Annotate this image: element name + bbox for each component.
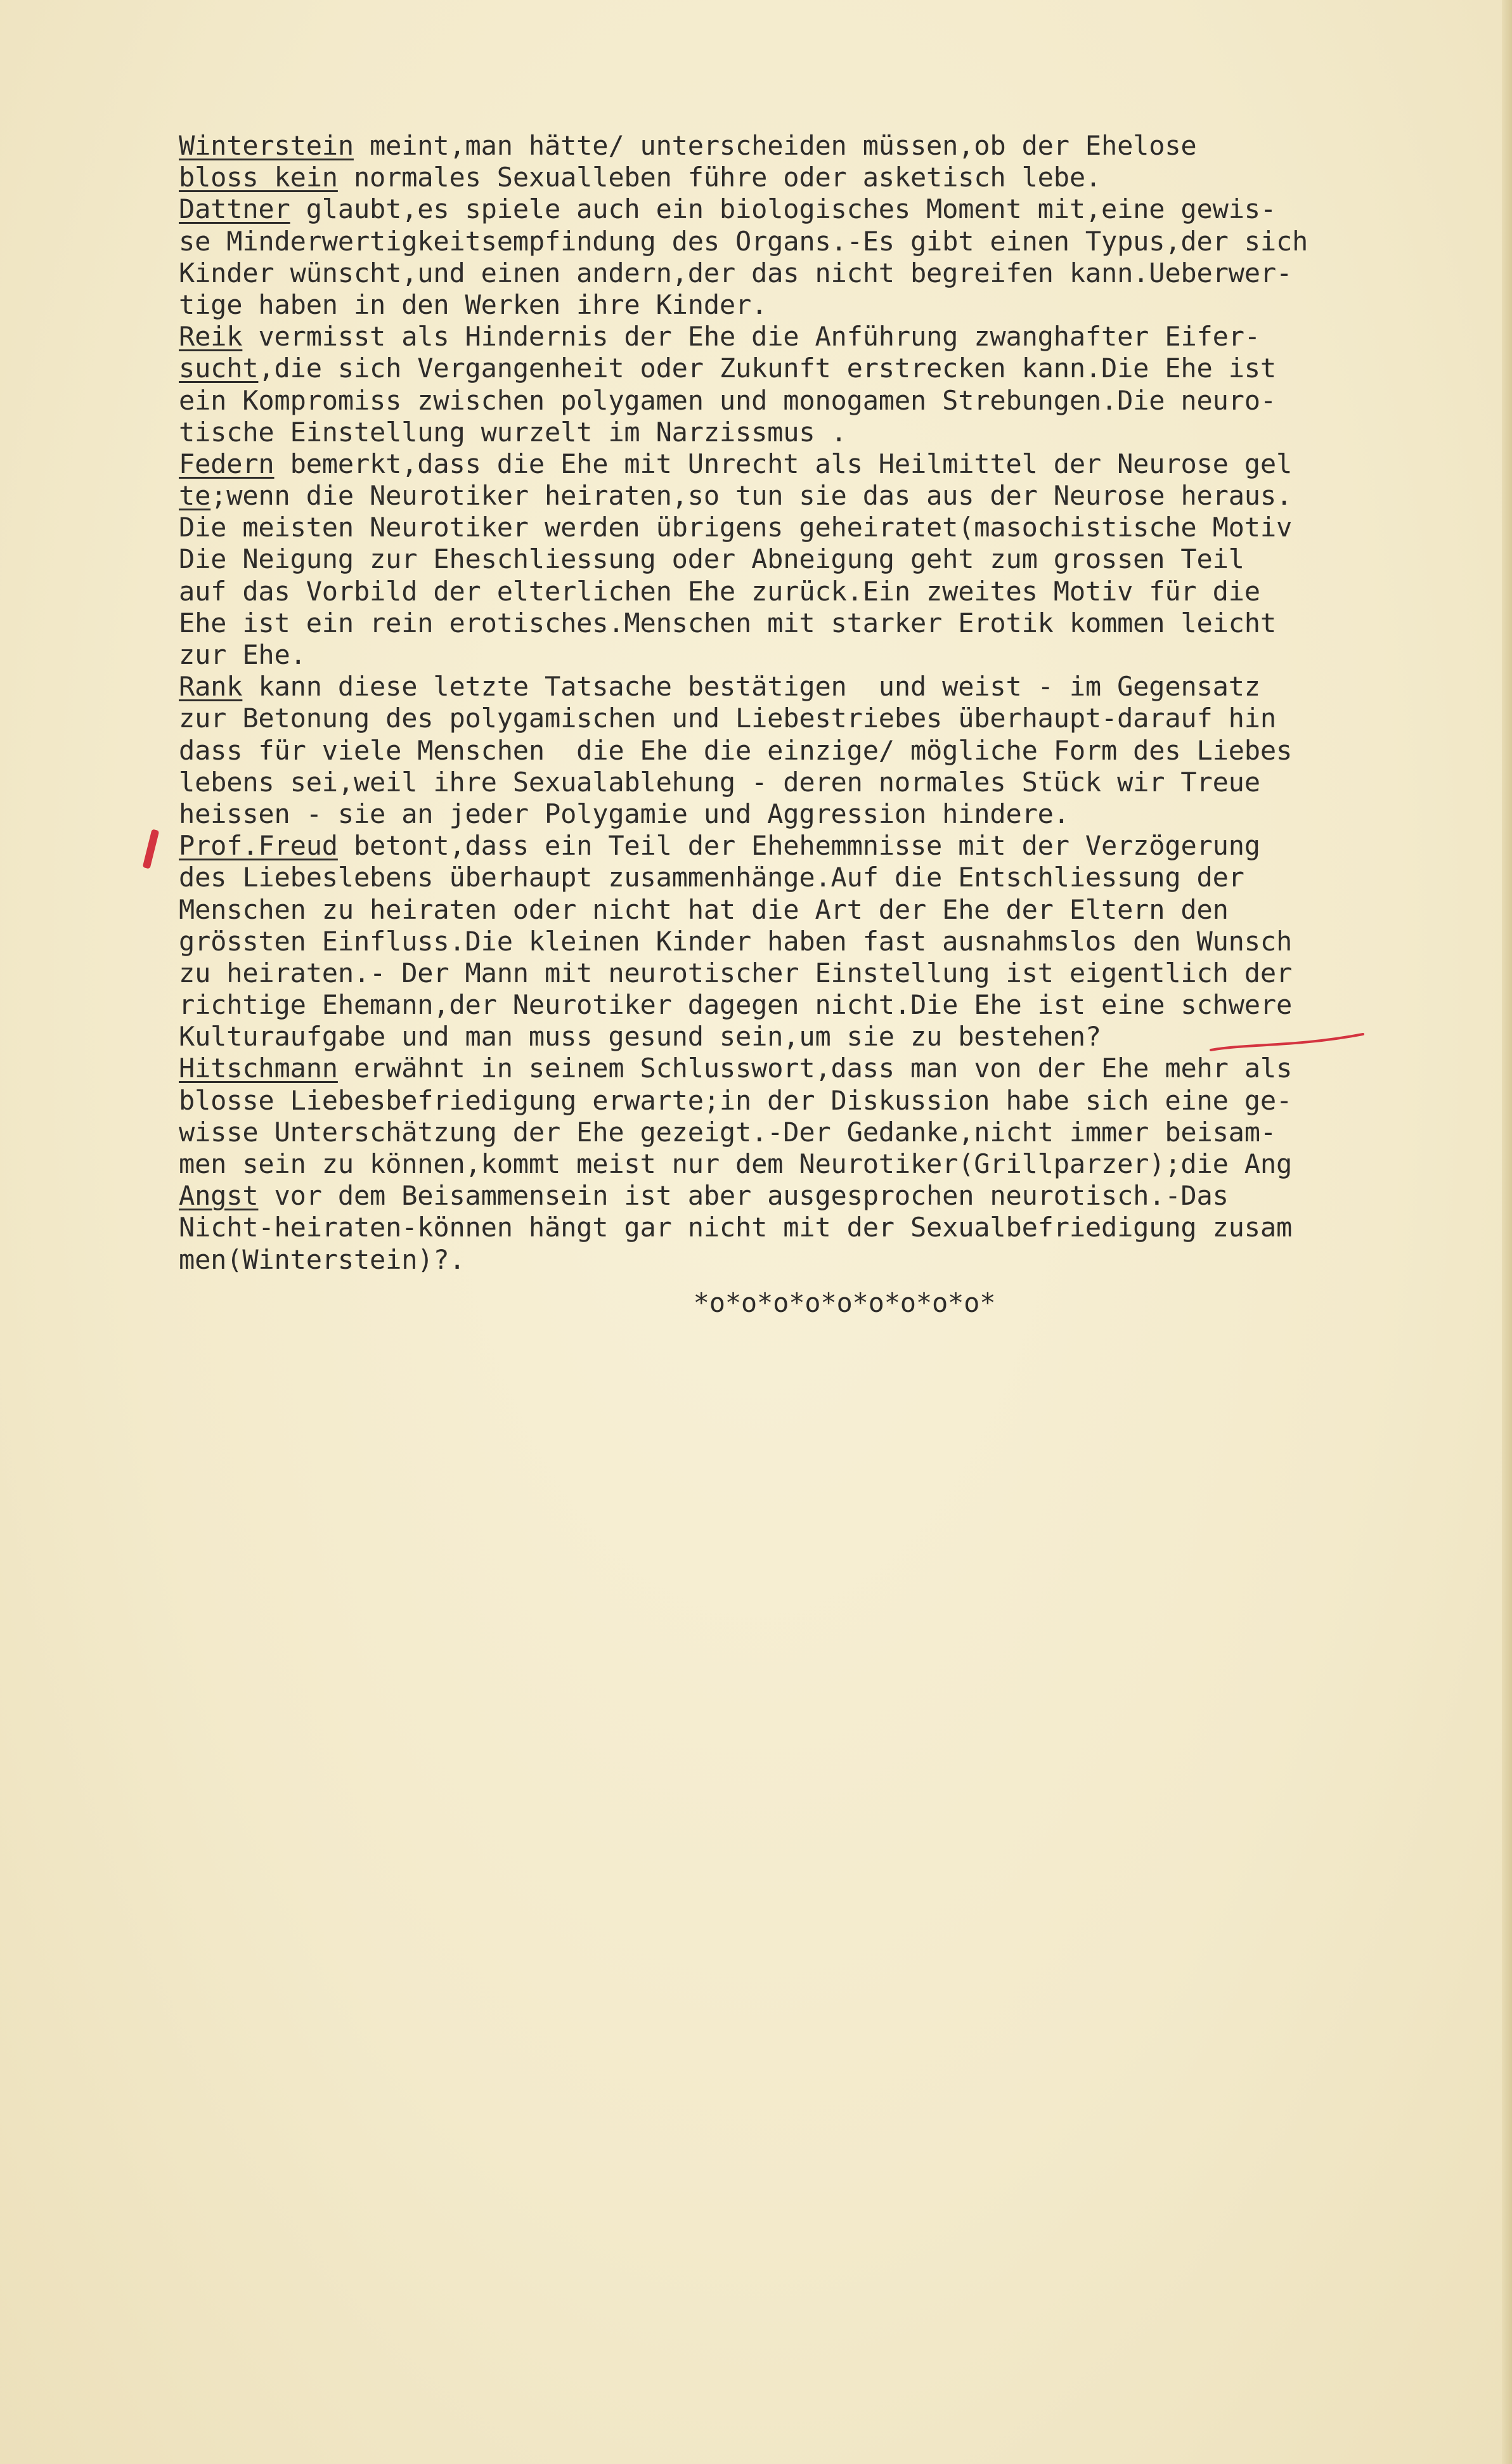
underlined-speaker-name: Rank (179, 671, 243, 703)
red-pencil-mark (143, 829, 160, 869)
line-text: Kulturaufgabe und man muss gesund sein,um sie zu bestehen? (179, 1021, 1101, 1053)
text-line (179, 289, 1510, 321)
line-text: betont,dass ein Teil der Ehehemmnisse mit der Verzögerung (337, 830, 1260, 862)
line-text: vermisst als Hindernis der Ehe die Anführung zwanghafter Eifer- (242, 321, 1260, 353)
underlined-speaker-name: Reik (179, 321, 243, 353)
line-text: erwähnt in seinem Schlusswort,dass man von der Ehe mehr als (337, 1053, 1293, 1084)
text-line (179, 130, 1510, 162)
line-text: Menschen zu heiraten oder nicht hat die Art der Ehe der Eltern den (179, 893, 1229, 925)
text-line (179, 1244, 1510, 1276)
line-text: dass für viele Menschen die Ehe die einzige/ mögliche Form des Liebes (179, 734, 1293, 766)
underlined-speaker-name: Dattner (179, 193, 290, 225)
underlined-speaker-name: bloss kein (179, 162, 338, 193)
text-line (179, 1148, 1510, 1180)
line-text: auf das Vorbild der elterlichen Ehe zurück.Ein zweites Motiv für die (179, 575, 1260, 607)
line-text: men(Winterstein)?. (179, 1243, 465, 1275)
text-line (179, 512, 1510, 543)
line-text: tische Einstellung wurzelt im Narzissmus . (179, 416, 847, 448)
text-line (179, 1180, 1510, 1212)
text-line (179, 1053, 1510, 1084)
text-line (179, 162, 1510, 193)
text-line (179, 480, 1510, 512)
line-text: ;wenn die Neurotiker heiraten,so tun sie das aus der Neurose heraus. (210, 480, 1293, 512)
text-line (179, 989, 1510, 1021)
text-line (179, 226, 1510, 257)
line-text: bemerkt,dass die Ehe mit Unrecht als Heilmittel der Neurose gel (274, 448, 1293, 479)
text-line (179, 798, 1510, 830)
text-line (179, 607, 1510, 639)
underlined-speaker-name: te (179, 480, 211, 512)
underlined-speaker-name: sucht (179, 353, 259, 384)
text-line (179, 1085, 1510, 1117)
underlined-speaker-name: Winterstein (179, 130, 354, 161)
line-text: glaubt,es spiele auch ein biologisches Moment mit,eine gewis- (290, 193, 1276, 225)
line-text: Ehe ist ein rein erotisches.Menschen mit starker Erotik kommen leicht (179, 607, 1276, 639)
line-text: kann diese letzte Tatsache bestätigen und weist - im Gegensatz (242, 671, 1260, 703)
line-text: Die Neigung zur Eheschliessung oder Abneigung geht zum grossen Teil (179, 543, 1244, 575)
line-text: heissen - sie an jeder Polygamie und Aggression hindere. (179, 798, 1069, 829)
line-text: Kinder wünscht,und einen andern,der das nicht begreifen kann.Ueberwer- (179, 257, 1293, 289)
line-text: des Liebeslebens überhaupt zusammenhänge.Auf die Entschliessung der (179, 862, 1244, 893)
text-line (179, 639, 1510, 671)
text-line (179, 767, 1510, 798)
line-text: tige haben in den Werken ihre Kinder. (179, 289, 768, 320)
line-text: wisse Unterschätzung der Ehe gezeigt.-Der Gedanke,nicht immer beisam- (179, 1116, 1276, 1148)
text-line (179, 576, 1510, 607)
line-text: men sein zu können,kommt meist nur dem Neurotiker(Grillparzer);die Ang (179, 1148, 1293, 1179)
text-line (179, 1021, 1510, 1053)
text-line (179, 193, 1510, 225)
line-text: grössten Einfluss.Die kleinen Kinder haben fast ausnahmslos den Wunsch (179, 925, 1293, 957)
text-line (179, 1117, 1510, 1148)
text-line (179, 1212, 1510, 1243)
text-line (179, 926, 1510, 957)
line-text: richtige Ehemann,der Neurotiker dagegen nicht.Die Ehe ist eine schwere (179, 989, 1293, 1021)
line-text: lebens sei,weil ihre Sexualablehung - deren normales Stück wir Treue (179, 766, 1260, 798)
line-text: zur Betonung des polygamischen und Liebestriebes überhaupt-darauf hin (179, 703, 1276, 734)
underlined-speaker-name: Angst (179, 1180, 259, 1212)
underlined-speaker-name: Federn (179, 448, 275, 479)
text-line (179, 894, 1510, 926)
line-text: se Minderwertigkeitsempfindung des Organs.-Es gibt einen Typus,der sich (179, 225, 1308, 257)
line-text: zur Ehe. (179, 639, 306, 670)
line-text: Nicht-heiraten-können hängt gar nicht mit der Sexualbefriedigung zusam (179, 1212, 1293, 1243)
text-line (179, 830, 1510, 862)
line-text: normales Sexualleben führe oder asketisch lebe. (337, 162, 1102, 193)
line-text: meint,man hätte/ unterscheiden müssen,ob der Ehelose (353, 130, 1197, 161)
text-line (179, 862, 1510, 893)
underlined-speaker-name: Hitschmann (179, 1053, 338, 1084)
text-line (179, 353, 1510, 384)
text-line (179, 448, 1510, 480)
text-line (179, 257, 1510, 289)
text-line (179, 543, 1510, 575)
text-line (179, 417, 1510, 448)
line-text: ein Kompromiss zwischen polygamen und monogamen Strebungen.Die neuro- (179, 384, 1276, 416)
line-text: ,die sich Vergangenheit oder Zukunft erstrecken kann.Die Ehe ist (258, 353, 1276, 384)
text-line (179, 957, 1510, 989)
line-text: vor dem Beisammensein ist aber ausgesprochen neurotisch.-Das (258, 1180, 1229, 1212)
text-line (179, 671, 1510, 703)
section-separator: *o*o*o*o*o*o*o*o*o* (693, 1287, 996, 1318)
text-line (179, 321, 1510, 353)
typescript-body (179, 130, 1510, 1319)
line-text: zu heiraten.- Der Mann mit neurotischer Einstellung ist eigentlich der (179, 957, 1293, 989)
line-text: Die meisten Neurotiker werden übrigens geheiratet(masochistische Motiv (179, 512, 1293, 543)
text-line (179, 735, 1510, 767)
underlined-speaker-name: Prof.Freud (179, 830, 338, 862)
text-line (179, 703, 1510, 734)
line-text: blosse Liebesbefriedigung erwarte;in der Diskussion habe sich eine ge- (179, 1084, 1293, 1116)
text-line (179, 385, 1510, 417)
